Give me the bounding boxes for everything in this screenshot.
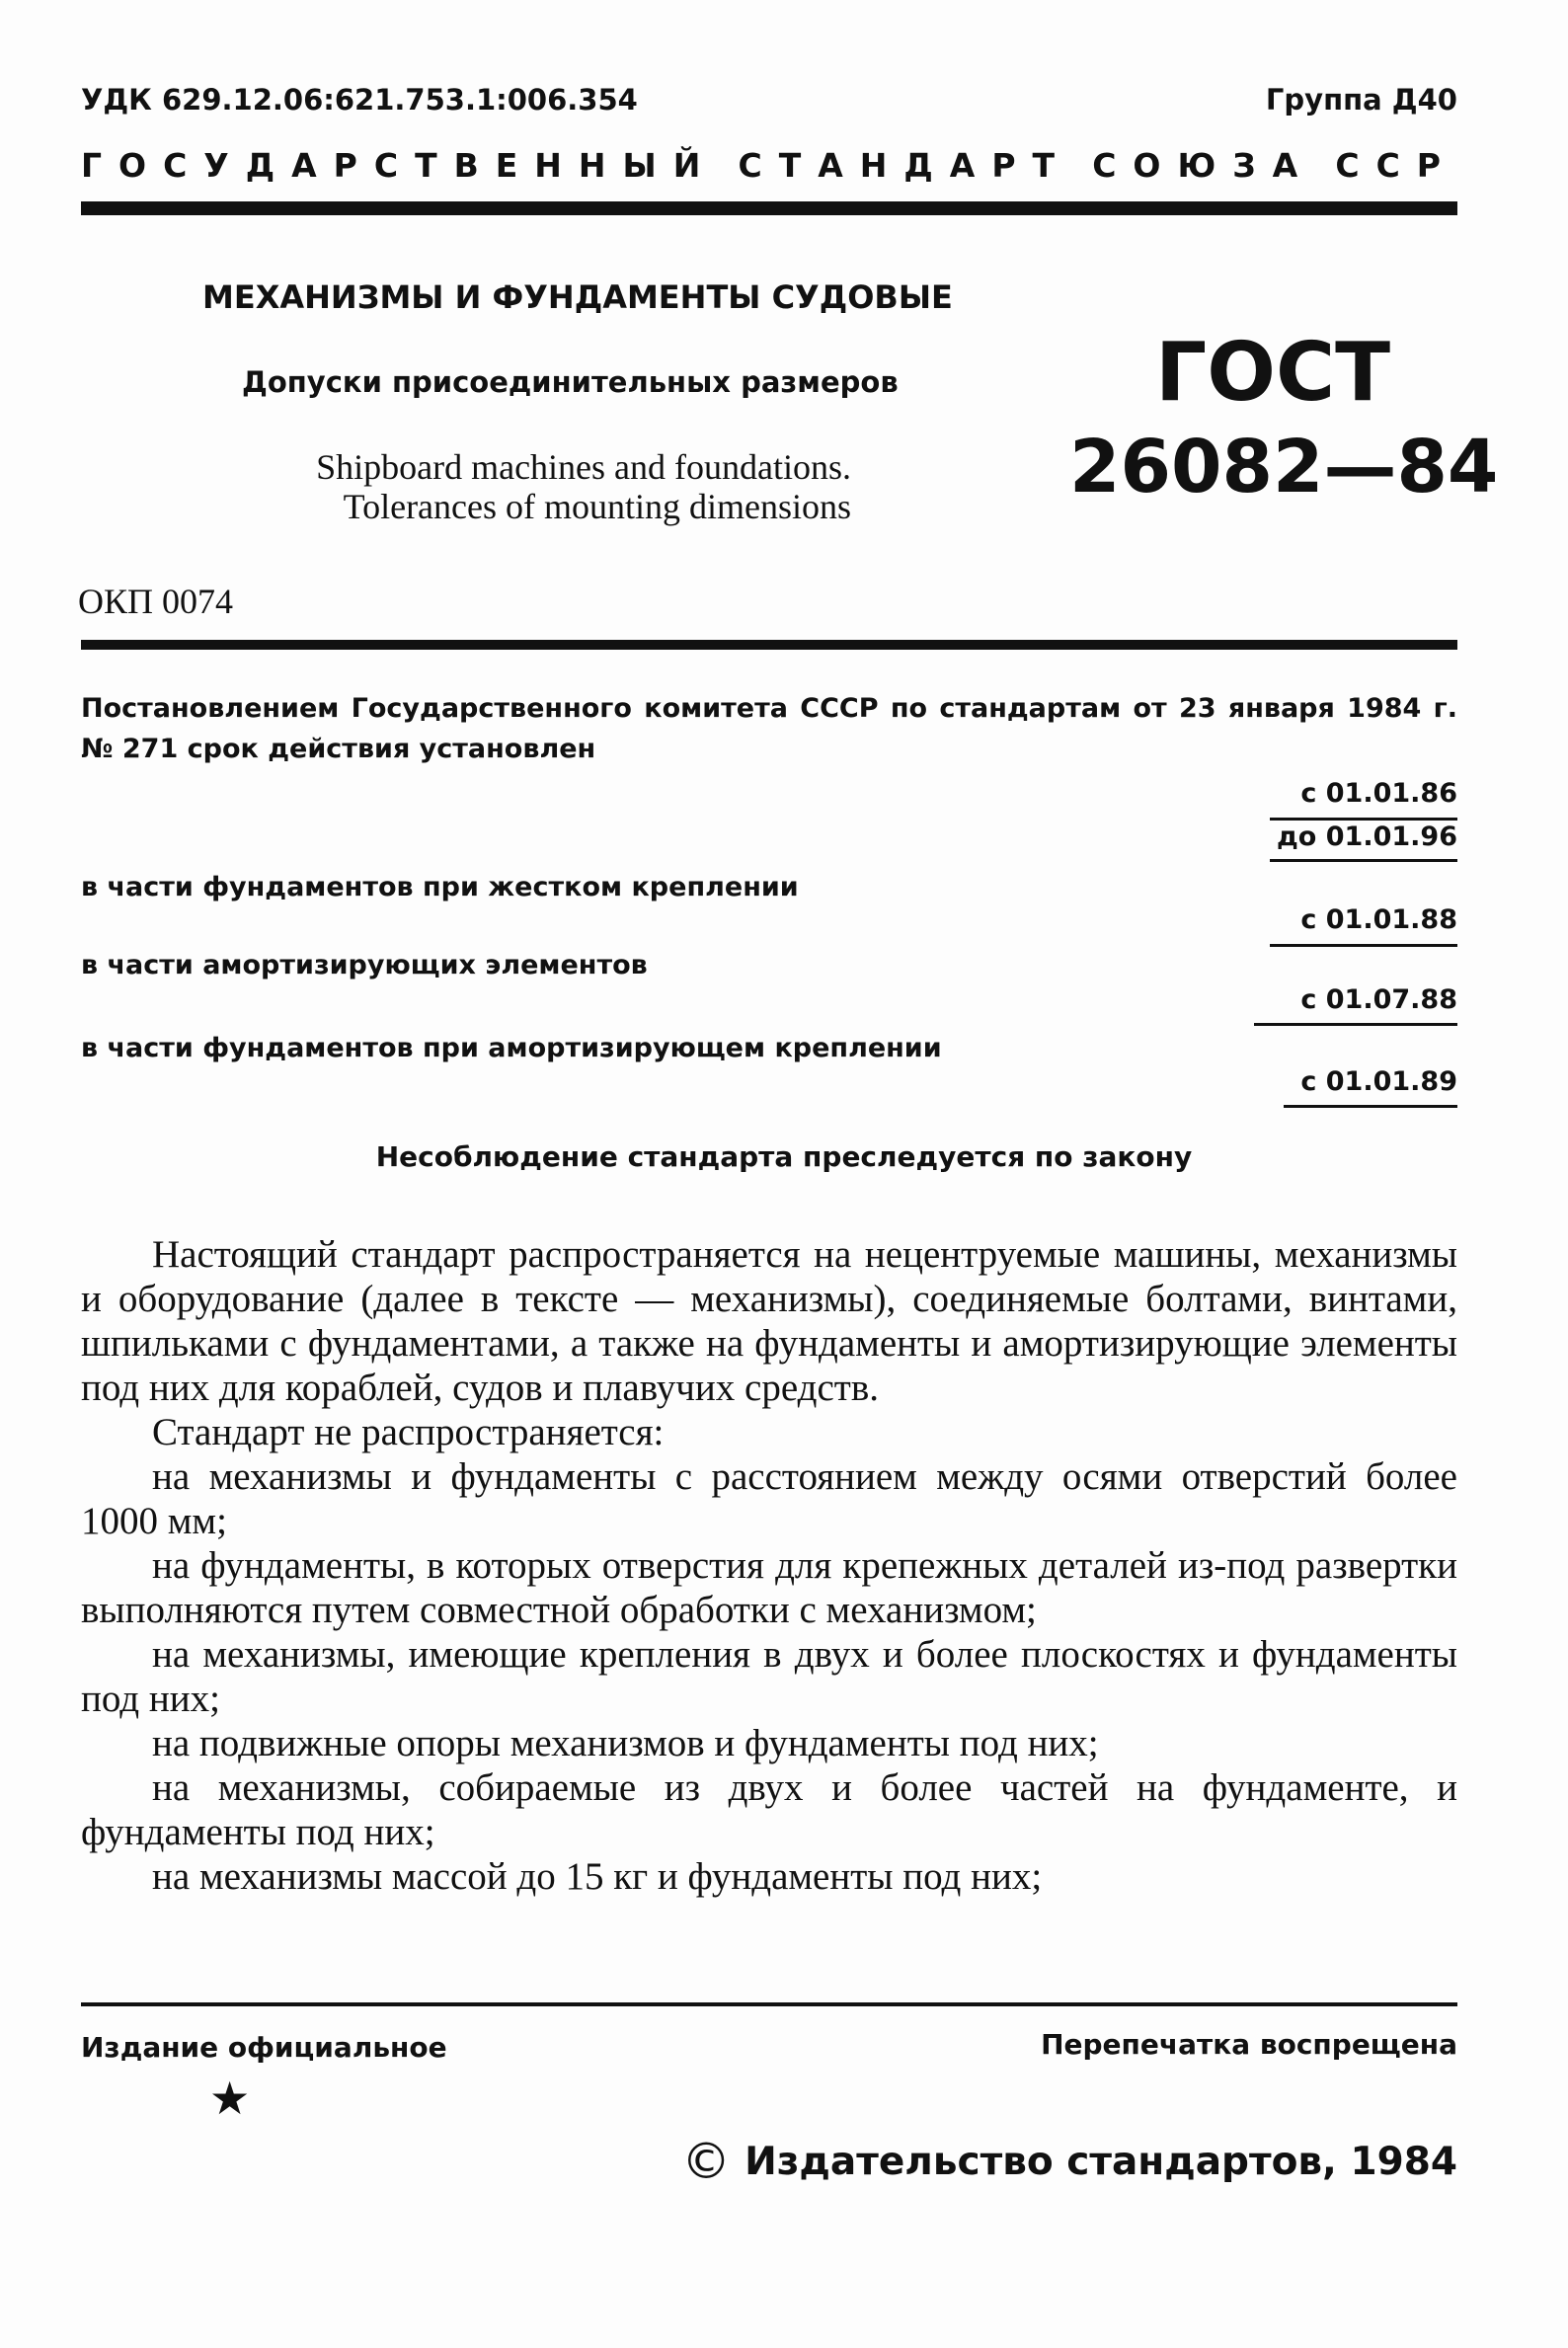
body-paragraph: Настоящий стандарт распространяется на нецентруемые машины, механизмы и оборудование (далее в тексте — механизмы), соединяемые болтами, винтами, шпильками с фундаментами, а также на фундаменты и амортизирующие элементы под них для кораблей, судов и плавучих средств.	[81, 1233, 1457, 1409]
part-date: с 01.07.88	[1300, 984, 1457, 1015]
legal-notice: Несоблюдение стандарта преследуется по закону	[375, 1140, 1193, 1173]
subtitle-english-line: Tolerances of mounting dimensions	[343, 487, 851, 526]
effective-date-from: с 01.01.86	[1300, 778, 1457, 809]
subtitle-russian: Допуски присоединительных размеров	[242, 365, 899, 399]
part-date: с 01.01.88	[1300, 904, 1457, 935]
date-underline	[1270, 818, 1457, 821]
document-title: МЕХАНИЗМЫ И ФУНДАМЕНТЫ СУДОВЫЕ	[202, 278, 953, 316]
gost-number: 26082—84	[1069, 425, 1499, 509]
part-label: в части фундаментов при амортизирующем креплении	[81, 1033, 942, 1063]
udc-code: УДК 629.12.06:621.753.1:006.354	[81, 83, 638, 117]
part-label: в части амортизирующих элементов	[81, 950, 648, 980]
body-paragraph: на механизмы, собираемые из двух и более частей на фундаменте, и фундаменты под них;	[81, 1766, 1457, 1853]
footer-rule	[81, 2002, 1457, 2006]
reprint-prohibited-label: Перепечатка воспрещена	[1041, 2028, 1457, 2061]
body-paragraph: Стандарт не распространяется:	[152, 1411, 665, 1453]
copyright-line	[681, 2133, 1457, 2190]
body-paragraph: на механизмы массой до 15 кг и фундаменты под них;	[152, 1855, 1043, 1898]
date-underline	[1270, 859, 1457, 862]
date-underline	[1254, 1023, 1457, 1026]
body-paragraph: на механизмы, имеющие крепления в двух и более плоскостях и фундаменты под них;	[81, 1633, 1457, 1720]
subtitle-english-line: Shipboard machines and foundations.	[316, 447, 851, 487]
okp-code: ОКП 0074	[78, 582, 234, 621]
part-label: в части фундаментов при жестком креплении	[81, 872, 799, 902]
state-standard-heading	[81, 146, 1457, 185]
gost-label: ГОСТ	[1155, 326, 1391, 420]
body-paragraph: на механизмы и фундаменты с расстоянием между осями отверстий более 1000 мм;	[81, 1455, 1457, 1542]
state-standard-word: ССР	[1335, 146, 1457, 185]
top-rule	[81, 201, 1457, 215]
date-underline	[1284, 1105, 1457, 1108]
part-date: с 01.01.89	[1300, 1066, 1457, 1097]
body-text	[81, 1232, 1457, 1899]
section-rule	[81, 640, 1457, 650]
copyright-icon: ©	[681, 2133, 732, 2190]
group-code: Группа Д40	[1265, 83, 1457, 117]
official-edition-label: Издание официальное	[81, 2031, 447, 2064]
body-paragraph: на подвижные опоры механизмов и фундаменты под них;	[152, 1722, 1099, 1764]
star-icon: ★	[209, 2074, 251, 2124]
state-standard-word: СТАНДАРТ	[738, 146, 1072, 185]
subtitle-english	[219, 447, 851, 526]
publisher-name: Издательство стандартов, 1984	[745, 2139, 1457, 2184]
body-paragraph: на фундаменты, в которых отверстия для крепежных деталей из-под развертки выполняются путем совместной обработки с механизмом;	[81, 1544, 1457, 1631]
state-standard-word: СОЮЗА	[1092, 146, 1315, 185]
decree-text: Постановлением Государственного комитета СССР по стандартам от 23 января 1984 г. № 271 срок действия установлен	[81, 693, 1457, 764]
date-underline	[1270, 944, 1457, 947]
effective-date-to: до 01.01.96	[1277, 822, 1457, 852]
state-standard-word: ГОСУДАРСТВЕННЫЙ	[81, 146, 718, 185]
